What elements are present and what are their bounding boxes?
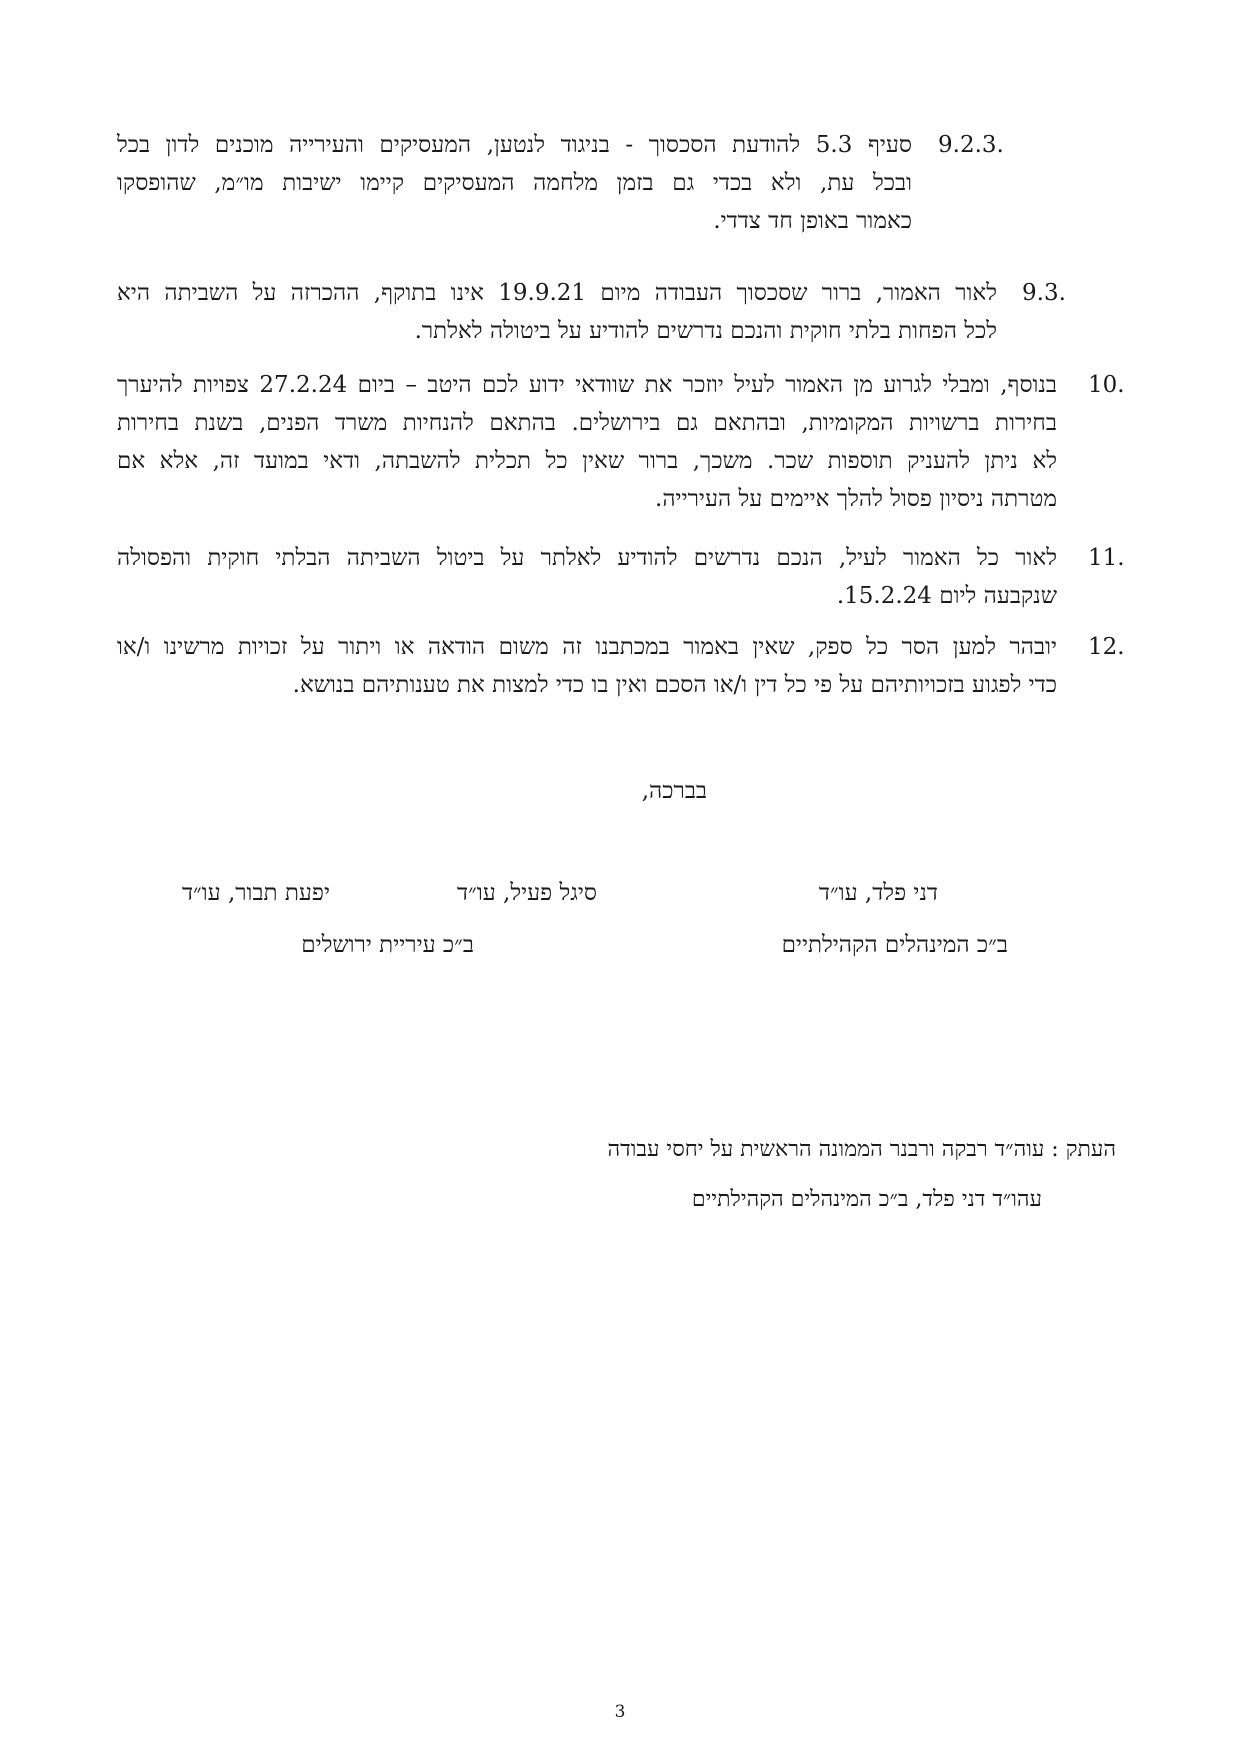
clause-number: 11. [1088,545,1125,571]
clause-number: 12. [1088,634,1125,660]
clause-line: לא ניתן להעניק תוספות שכר. משכך, ברור שאין כל תכלית להשבתה, ודאי במועד זה, אלא אם [117,448,1057,474]
signer-dani-peled: דני פלד, עו״ד [818,880,938,906]
clause-line: בחירות ברשויות המקומיות, ובהתאם גם בירושלים. בהתאם להנחיות משרד הפנים, בשנת בחירות [117,410,1057,436]
clause-line: כדי לפגוע בזכויותיהם על פי כל דין ו/או הסכם ואין בו כדי למצות את טענותיהם בנושא. [292,672,1057,698]
closing-greeting: בברכה, [641,778,707,804]
clause-line: מטרתה ניסיון פסול להלך איימים על העירייה. [655,486,1057,512]
clause-number: 9.2.3. [938,132,1004,158]
clause-number: 9.3. [1022,280,1066,306]
clause-number: 10. [1088,372,1125,398]
clause-line: לאור כל האמור לעיל, הנכם נדרשים להודיע לאלתר על ביטול השביתה הבלתי חוקית והפסולה [117,545,1057,571]
clause-line: יובהר למען הסר כל ספק, שאין באמור במכתבנו זה משום הודאה או ויתור על זכויות מרשינו ו/או [117,634,1057,660]
clause-9-2-3 [117,126,912,240]
clause-line: ובכל עת, ולא בכדי גם בזמן מלחמה המעסיקים קיימו ישיבות מו״מ, שהופסקו [117,170,912,196]
clause-line: שנקבעה ליום 15.2.24. [836,583,1057,609]
clause-9-3 [117,274,997,350]
clause-line: כאמור באופן חד צדדי. [713,208,912,234]
clause-12 [117,628,1057,704]
rep-community-administrations: ב״כ המינהלים הקהילתיים [781,932,1008,958]
clause-10 [117,366,1057,518]
clause-11 [117,539,1057,615]
clause-line: בנוסף, ומבלי לגרוע מן האמור לעיל יוזכר את שוודאי ידוע לכם היטב – ביום 27.2.24 צפויות להיערך [116,372,1057,398]
copy-line-1: העתק : עוה״ד רבקה ורבנר הממונה הראשית על יחסי עבודה [607,1137,1116,1162]
rep-jerusalem-municipality: ב״כ עיריית ירושלים [301,932,474,958]
clause-line: לאור האמור, ברור שסכסוך העבודה מיום 19.9.21 אינו בתוקף, ההכרזה על השביתה היא [117,280,997,306]
signer-sigal-pail: סיגל פעיל, עו״ד [457,880,597,906]
page-number: 3 [614,1702,626,1722]
signer-yifat-tavor: יפעת תבור, עו״ד [181,880,330,906]
clause-line: לכל הפחות בלתי חוקית והנכם נדרשים להודיע על ביטולה לאלתר. [414,318,997,344]
copy-line-2: עהו״ד דני פלד, ב״כ המינהלים הקהילתיים [691,1187,1042,1212]
clause-line: סעיף 5.3 להודעת הסכסוך - בניגוד לנטען, המעסיקים והעירייה מוכנים לדון בכל [117,132,912,158]
